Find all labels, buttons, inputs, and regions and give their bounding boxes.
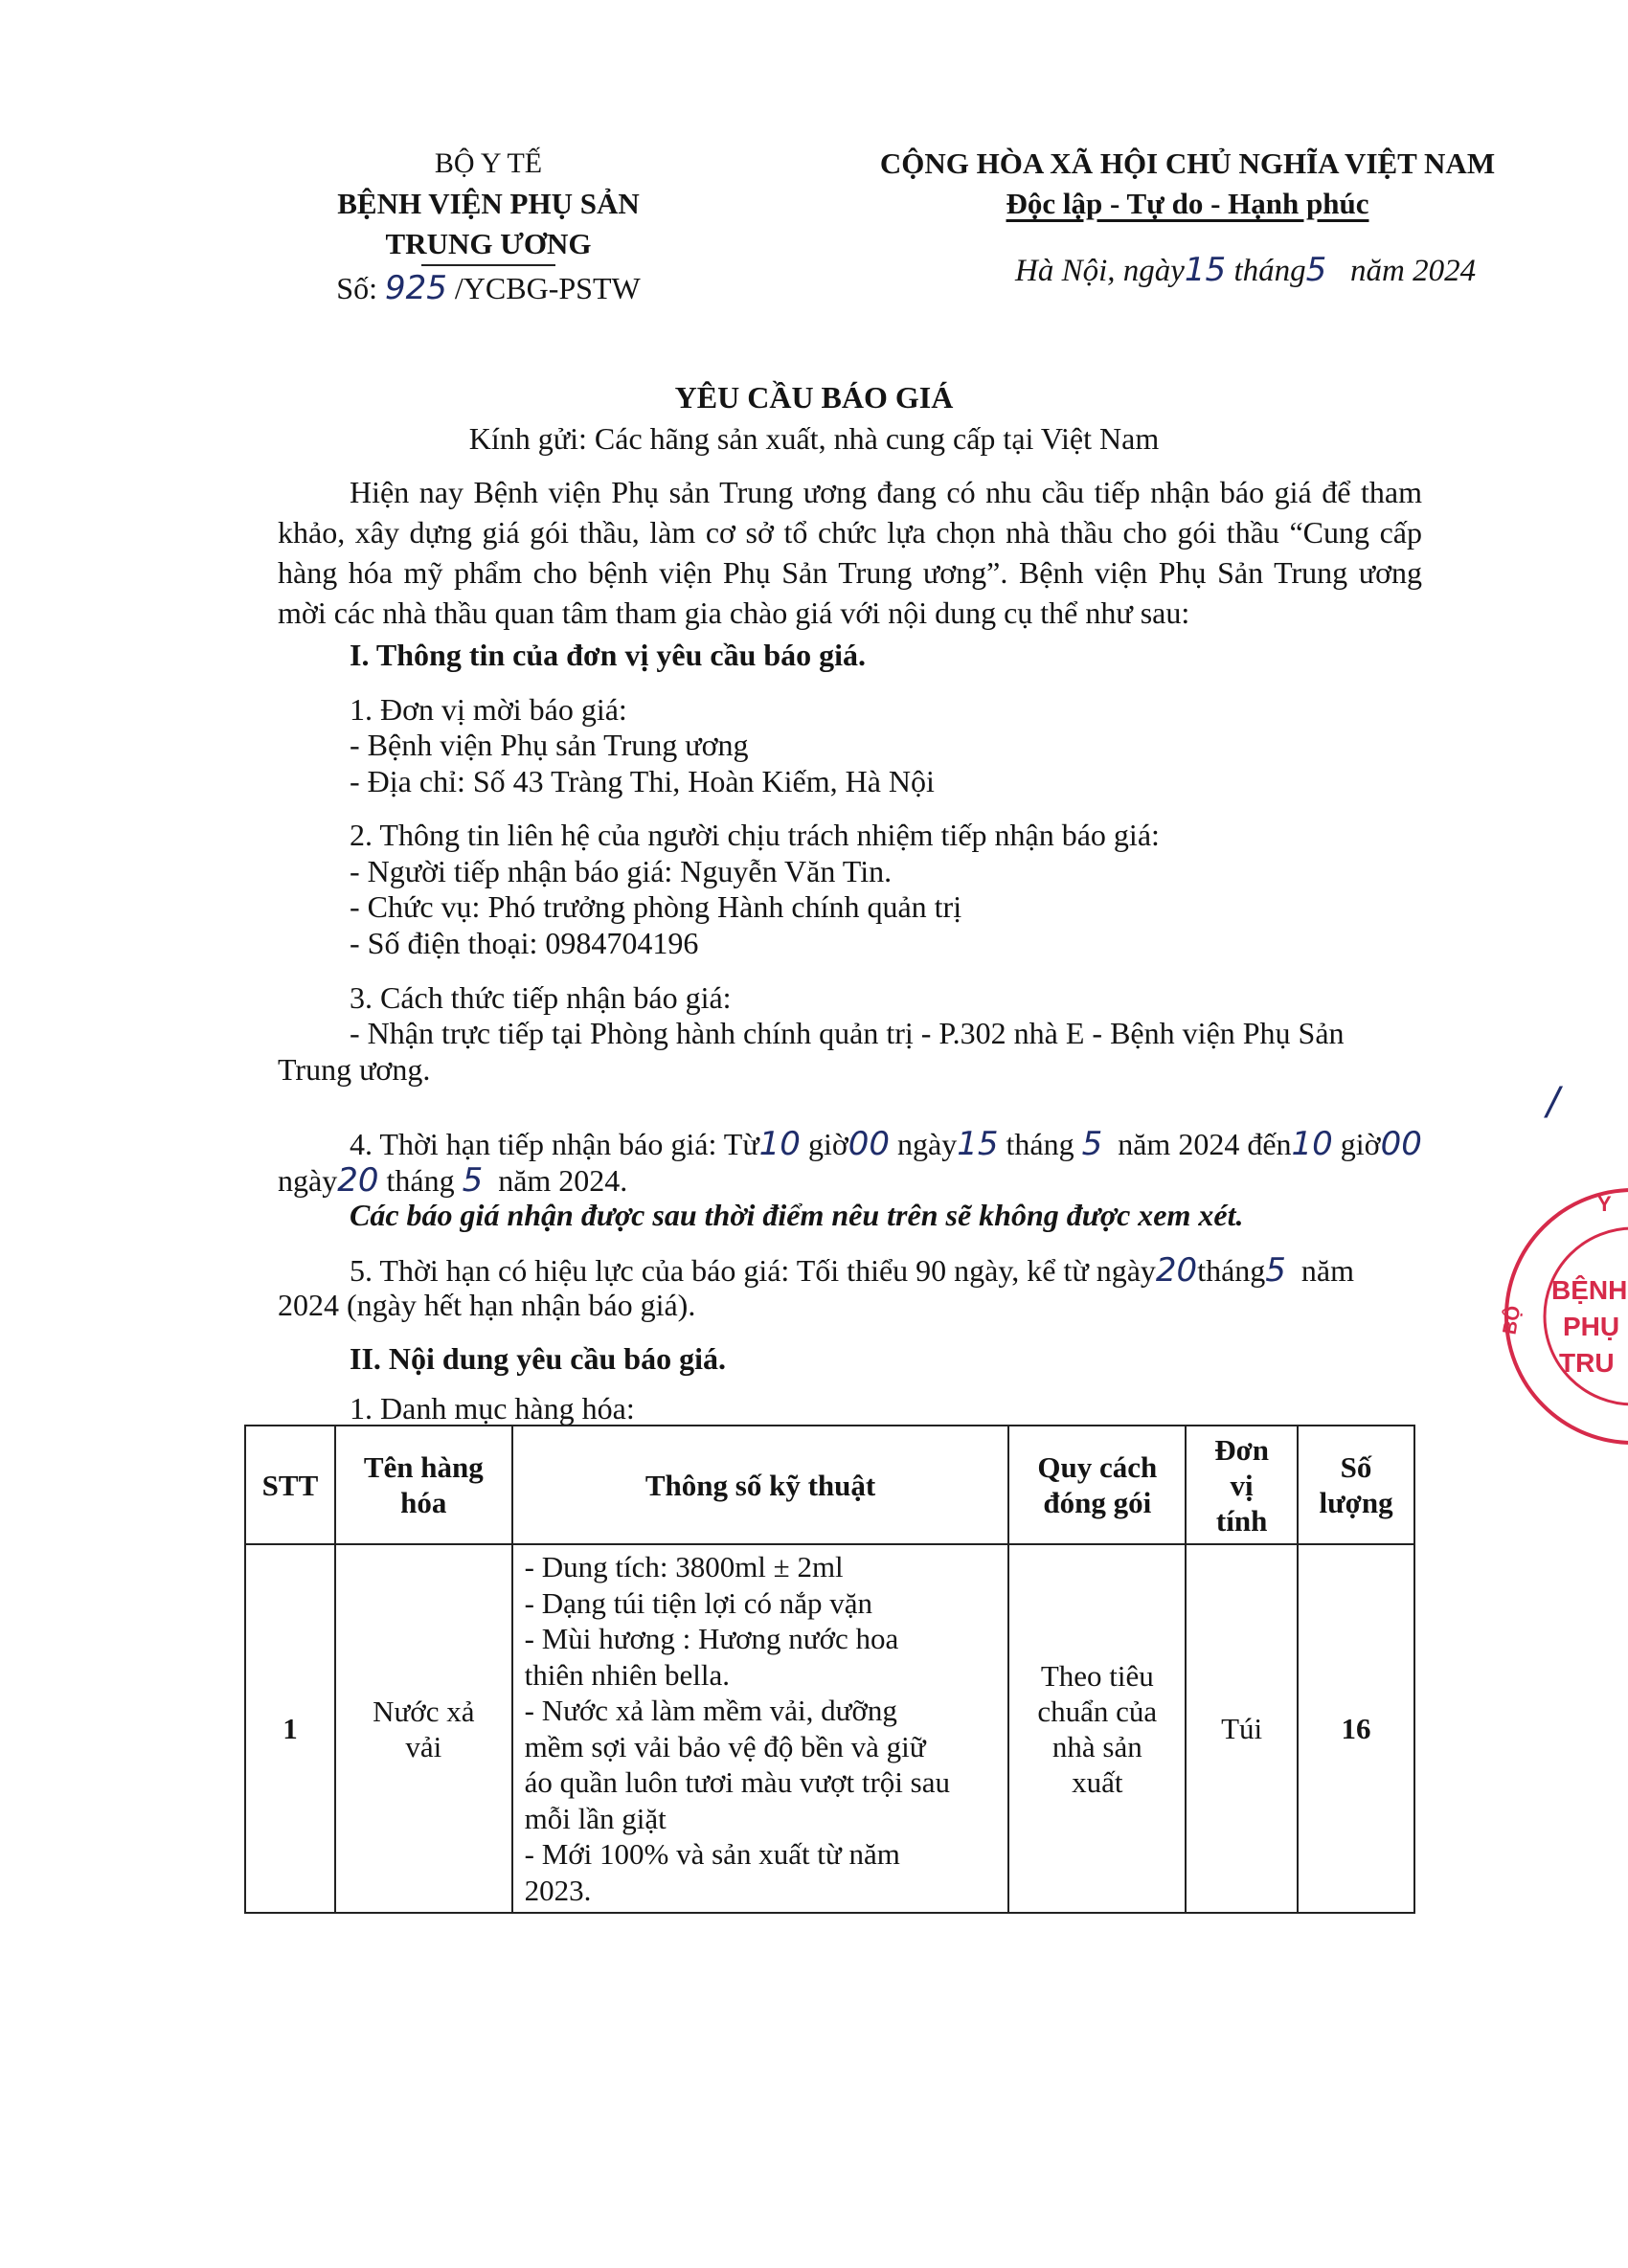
greeting: Kính gửi: Các hãng sản xuất, nhà cung cấp tại Việt Nam [468, 421, 1160, 456]
national-motto: Độc lập - Tự do - Hạnh phúc [1006, 187, 1369, 220]
table-header-row [245, 1426, 1414, 1544]
document-title: YÊU CẦU BÁO GIÁ [674, 380, 954, 415]
stamp-text-1: BỆNH [1551, 1275, 1628, 1305]
spec-line: - Nước xả làm mềm vải, dưỡng [524, 1694, 897, 1727]
table-row [245, 1544, 1414, 1913]
item2-phone: - Số điện thoại: 0984704196 [350, 926, 699, 960]
header-unit-l2: vị [1230, 1468, 1254, 1502]
item4-text-6: giờ [1340, 1127, 1381, 1161]
row1-pack-l4: xuất [1072, 1764, 1123, 1799]
spec-line: 2023. [524, 1873, 592, 1907]
item5-line2: 2024 (ngày hết hạn nhận báo giá). [278, 1288, 696, 1322]
item3-method-cont: Trung ương. [278, 1052, 431, 1087]
spec-line: - Mùi hương : Hương nước hoa [524, 1622, 899, 1655]
item1-title: 1. Đơn vị mời báo giá: [350, 692, 627, 727]
item4-text-9: năm 2024. [498, 1163, 628, 1198]
spec-line: thiên nhiên bella. [524, 1657, 730, 1692]
item5-text-3: năm [1300, 1253, 1355, 1288]
item2-person: - Người tiếp nhận báo giá: Nguyễn Văn Tin. [350, 854, 893, 888]
date-month-word: tháng [1233, 254, 1306, 288]
header-name-l1: Tên hàng [363, 1450, 484, 1484]
header-qty-l1: Số [1340, 1450, 1372, 1484]
doc-no-handwritten: 925 [384, 269, 447, 307]
spec-line: áo quần luôn tươi màu vượt trội sau [524, 1765, 950, 1799]
row1-unit: Túi [1186, 1544, 1298, 1913]
republic-name: CỘNG HÒA XÃ HỘI CHỦ NGHĨA VIỆT NAM [879, 146, 1496, 180]
date-year: năm 2024 [1350, 254, 1477, 288]
item4-text-1: 4. Thời hạn tiếp nhận báo giá: Từ [350, 1127, 759, 1161]
row1-name-l1: Nước xả [373, 1694, 475, 1728]
doc-no-prefix: Số: [336, 271, 377, 305]
item4-text-3: ngày [897, 1127, 958, 1161]
stamp-text-top: Y [1597, 1192, 1612, 1216]
item4-text-8: tháng [386, 1163, 455, 1198]
pen-mark: / [1547, 1080, 1560, 1124]
row1-pack-l2: chuẩn của [1037, 1694, 1158, 1728]
ministry-name: BỘ Y TẾ [434, 147, 543, 179]
stamp-text-3: TRU [1559, 1348, 1615, 1378]
item4-line1 [350, 1125, 1422, 1163]
header-stt [245, 1426, 335, 1544]
row1-name-l2: vải [405, 1729, 442, 1763]
date-day-handwritten: 15 [1184, 251, 1227, 289]
spec-line: - Mới 100% và sản xuất từ năm [524, 1837, 900, 1871]
spec-line: mỗi lần giặt [524, 1801, 667, 1835]
item4-hw-month-start: 5 [1081, 1125, 1103, 1163]
item5-hw-day: 20 [1155, 1251, 1198, 1290]
stamp-text-2: PHỤ [1563, 1312, 1620, 1341]
spec-line: - Dạng túi tiện lợi có nắp vặn [524, 1585, 872, 1620]
item4-text-4: tháng [1006, 1127, 1074, 1161]
item2-position: - Chức vụ: Phó trưởng phòng Hành chính quản trị [350, 889, 962, 924]
row1-stt: 1 [245, 1544, 335, 1913]
item1-name: - Bệnh viện Phụ sản Trung ương [350, 728, 749, 762]
header-spec-text: Thông số kỹ thuật [644, 1468, 876, 1502]
header-divider [421, 264, 555, 266]
item5-text-1: 5. Thời hạn có hiệu lực của báo giá: Tối thiểu 90 ngày, kể từ ngày [350, 1253, 1156, 1288]
item2-title: 2. Thông tin liên hệ của người chịu trách nhiệm tiếp nhận báo giá: [350, 818, 1160, 852]
item4-text-5: năm 2024 đến [1118, 1127, 1292, 1161]
row1-pack-l3: nhà sản [1051, 1729, 1142, 1763]
item4-hw-minute-end: 00 [1380, 1125, 1422, 1163]
header-unit [1186, 1426, 1298, 1544]
row1-item-name [335, 1544, 512, 1913]
item3-title: 3. Cách thức tiếp nhận báo giá: [350, 980, 732, 1015]
header-item-name [335, 1426, 512, 1544]
stamp-text-side: BỘ [1499, 1304, 1526, 1336]
intro-paragraph: Hiện nay Bệnh viện Phụ sản Trung ương đang có nhu cầu tiếp nhận báo giá để tham khảo, xây dựng giá gói thầu, làm cơ sở tổ chức lựa chọn nhà thầu cho gói thầu “Cung cấp hàng hóa mỹ phẩm cho bệnh viện Phụ Sản Trung ương”. Bệnh viện Phụ Sản Trung ương mời các nhà thầu quan tâm tham gia chào giá với nội dung cụ thể như sau: [278, 475, 1422, 630]
item4-hw-day-start: 15 [957, 1125, 999, 1163]
item4-hw-hour-end: 10 [1291, 1125, 1333, 1163]
issuer-block [278, 144, 699, 308]
item4-hw-minute-start: 00 [848, 1125, 891, 1163]
header-unit-l1: Đơn [1214, 1432, 1269, 1467]
header-pack-l1: Quy cách [1037, 1450, 1158, 1484]
header-stt-text: STT [261, 1468, 319, 1502]
item4-hw-hour-start: 10 [758, 1125, 801, 1163]
hospital-name-line2: TRUNG ƯƠNG [385, 227, 592, 260]
deadline-warning: Các báo giá nhận được sau thời điểm nêu trên sẽ không được xem xét. [350, 1198, 1244, 1232]
header-unit-l3: tính [1215, 1503, 1268, 1538]
header-spec [512, 1426, 1009, 1544]
hospital-stamp [1475, 1182, 1628, 1450]
date-place: Hà Nội, ngày [1015, 254, 1185, 288]
goods-table [244, 1425, 1415, 1914]
item4-text-7: ngày [278, 1163, 338, 1198]
item5-text-2: tháng [1197, 1253, 1266, 1288]
doc-no-suffix: /YCBG-PSTW [454, 271, 641, 305]
header-qty-l2: lượng [1319, 1486, 1393, 1519]
item4-line2 [278, 1161, 627, 1200]
item5-hw-month: 5 [1265, 1251, 1286, 1290]
row1-spec [512, 1544, 1009, 1913]
spec-line: - Dung tích: 3800ml ± 2ml [524, 1550, 844, 1583]
row1-quantity: 16 [1298, 1544, 1414, 1913]
section1-heading: I. Thông tin của đơn vị yêu cầu báo giá. [350, 638, 867, 672]
header-packaging [1008, 1426, 1186, 1544]
header-quantity [1298, 1426, 1414, 1544]
document-number [278, 268, 699, 308]
header-name-l2: hóa [400, 1486, 447, 1519]
item5-line1 [350, 1251, 1354, 1290]
date-month-handwritten: 5 [1305, 251, 1327, 289]
date-line [1015, 251, 1476, 289]
hospital-name-line1: BỆNH VIỆN PHỤ SẢN [337, 187, 640, 220]
item4-hw-day-end: 20 [337, 1161, 379, 1200]
item4-text-2: giờ [807, 1127, 848, 1161]
goods-list-title: 1. Danh mục hàng hóa: [350, 1391, 635, 1426]
section2-heading: II. Nội dung yêu cầu báo giá. [350, 1341, 726, 1376]
national-header [843, 144, 1532, 224]
item4-hw-month-end: 5 [462, 1161, 484, 1200]
header-pack-l2: đóng gói [1043, 1486, 1152, 1519]
row1-pack-l1: Theo tiêu [1040, 1658, 1154, 1693]
row1-packaging [1008, 1544, 1186, 1913]
item1-address: - Địa chỉ: Số 43 Tràng Thi, Hoàn Kiếm, Hà Nội [350, 764, 935, 798]
item3-method: - Nhận trực tiếp tại Phòng hành chính quản trị - P.302 nhà E - Bệnh viện Phụ Sản [350, 1016, 1345, 1050]
spec-line: mềm sợi vải bảo vệ độ bền và giữ [524, 1729, 926, 1763]
